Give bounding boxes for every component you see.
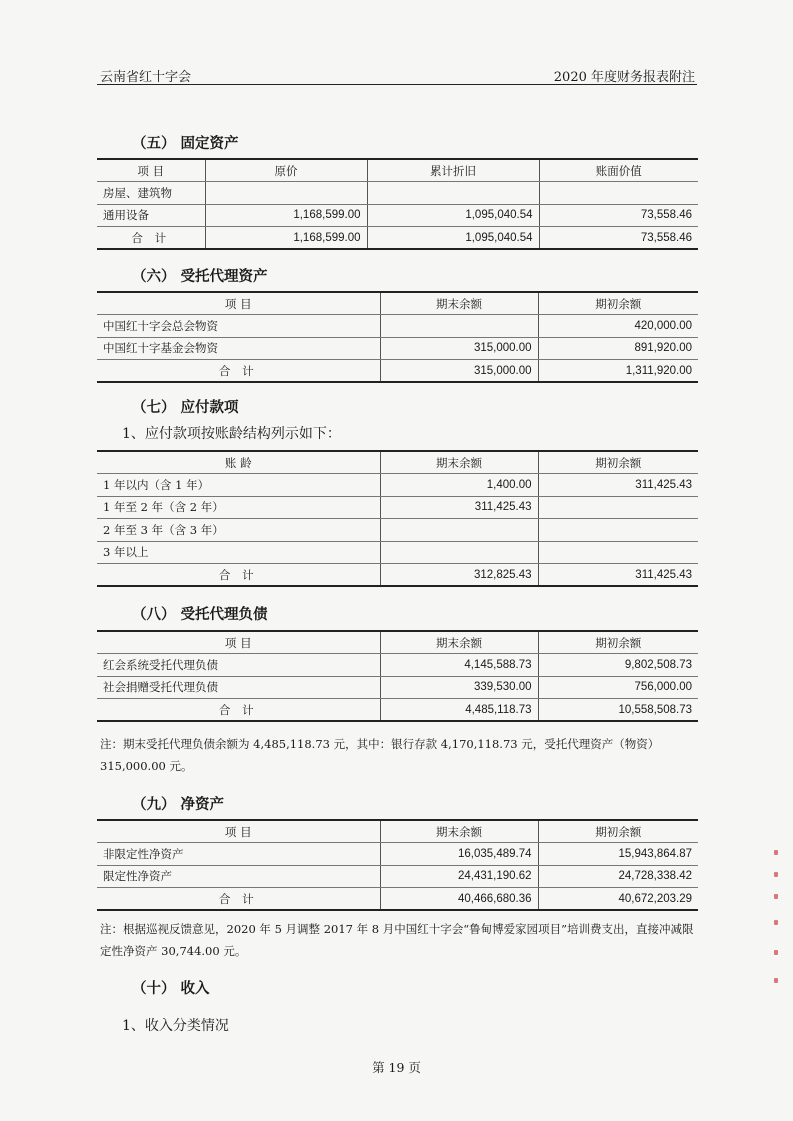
- cell-original-value: 1,168,599.00: [205, 204, 367, 227]
- cell-closing-balance: 24,431,190.62: [380, 865, 538, 888]
- cell-closing-balance: 1,400.00: [380, 474, 538, 497]
- row-label: 2 年至 3 年（含 3 年）: [97, 519, 380, 542]
- table-header-row: [97, 292, 698, 315]
- table-row: [97, 315, 698, 338]
- row-label: 合 计: [97, 888, 380, 911]
- cell-closing-balance: 4,145,588.73: [380, 654, 538, 677]
- cell-opening-balance: 15,943,864.87: [538, 843, 698, 866]
- cell-book-value: 73,558.46: [539, 227, 698, 250]
- seal-edge-marks: [772, 850, 782, 990]
- cell-original-value: 1,168,599.00: [205, 227, 367, 250]
- table-row: [97, 843, 698, 866]
- cell-depreciation: [367, 182, 539, 205]
- section-net-assets-title: （九） 净资产: [132, 796, 225, 813]
- row-label: 1 年以内（含 1 年）: [97, 474, 380, 497]
- row-label: 3 年以上: [97, 541, 380, 564]
- table-total-row: [97, 227, 698, 250]
- row-label: 1 年至 2 年（含 2 年）: [97, 496, 380, 519]
- col-header: 期末余额: [380, 451, 538, 474]
- row-label: 非限定性净资产: [97, 843, 380, 866]
- row-label: 限定性净资产: [97, 865, 380, 888]
- col-header: 项 目: [97, 631, 380, 654]
- col-header: 项 目: [97, 159, 205, 182]
- row-label: 合 计: [97, 360, 380, 383]
- section-entrusted-liabilities-title: （八） 受托代理负债: [132, 606, 268, 623]
- table-total-row: [97, 888, 698, 911]
- table-row: [97, 865, 698, 888]
- cell-opening-balance: 891,920.00: [538, 337, 698, 360]
- cell-opening-balance: 756,000.00: [538, 676, 698, 699]
- net-assets-table: [97, 819, 698, 911]
- cell-original-value: [205, 182, 367, 205]
- col-header: 期初余额: [538, 820, 698, 843]
- table-row: [97, 654, 698, 677]
- fixed-assets-table: [97, 158, 698, 250]
- table-row: [97, 541, 698, 564]
- col-header: 项 目: [97, 820, 380, 843]
- col-header: 账 龄: [97, 451, 380, 474]
- col-header: 累计折旧: [367, 159, 539, 182]
- table-header-row: [97, 451, 698, 474]
- cell-closing-balance: [380, 541, 538, 564]
- col-header: 期末余额: [380, 820, 538, 843]
- col-header: 项 目: [97, 292, 380, 315]
- cell-opening-balance: [538, 541, 698, 564]
- cell-opening-balance: 40,672,203.29: [538, 888, 698, 911]
- row-label: 房屋、建筑物: [97, 182, 205, 205]
- row-label: 中国红十字基金会物资: [97, 337, 380, 360]
- cell-opening-balance: 10,558,508.73: [538, 699, 698, 722]
- row-label: 合 计: [97, 227, 205, 250]
- cell-closing-balance: 315,000.00: [380, 360, 538, 383]
- section-income-title: （十） 收入: [132, 980, 210, 997]
- cell-book-value: [539, 182, 698, 205]
- row-label: 合 计: [97, 699, 380, 722]
- cell-opening-balance: 1,311,920.00: [538, 360, 698, 383]
- row-label: 合 计: [97, 564, 380, 587]
- entrusted-assets-table: [97, 291, 698, 383]
- table-row: [97, 496, 698, 519]
- header-report-title: 2020 年度财务报表附注: [553, 70, 695, 85]
- cell-depreciation: 1,095,040.54: [367, 204, 539, 227]
- header-org-name: 云南省红十字会: [100, 70, 192, 85]
- row-label: 通用设备: [97, 204, 205, 227]
- col-header: 账面价值: [539, 159, 698, 182]
- cell-closing-balance: 311,425.43: [380, 496, 538, 519]
- table-row: [97, 182, 698, 205]
- cell-closing-balance: 4,485,118.73: [380, 699, 538, 722]
- cell-depreciation: 1,095,040.54: [367, 227, 539, 250]
- row-label: 红会系统受托代理负债: [97, 654, 380, 677]
- col-header: 期末余额: [380, 292, 538, 315]
- cell-opening-balance: [538, 519, 698, 542]
- header-rule: [97, 84, 697, 85]
- cell-closing-balance: 40,466,680.36: [380, 888, 538, 911]
- col-header: 期初余额: [538, 631, 698, 654]
- cell-opening-balance: 420,000.00: [538, 315, 698, 338]
- page-number: 第 19 页: [372, 1060, 421, 1075]
- table-header-row: [97, 820, 698, 843]
- cell-book-value: 73,558.46: [539, 204, 698, 227]
- row-label: 社会捐赠受托代理负债: [97, 676, 380, 699]
- row-label: 中国红十字会总会物资: [97, 315, 380, 338]
- cell-opening-balance: 311,425.43: [538, 564, 698, 587]
- section-entrusted-assets-title: （六） 受托代理资产: [132, 268, 268, 285]
- table-total-row: [97, 564, 698, 587]
- col-header: 期末余额: [380, 631, 538, 654]
- entrusted-liabilities-note: 注：期末受托代理负债余额为 4,485,118.73 元，其中：银行存款 4,170,118.73 元，受托代理资产（物资）315,000.00 元。: [100, 737, 660, 773]
- cell-closing-balance: 312,825.43: [380, 564, 538, 587]
- entrusted-liabilities-table: [97, 630, 698, 722]
- cell-opening-balance: [538, 496, 698, 519]
- col-header: 期初余额: [538, 451, 698, 474]
- net-assets-note: 注：根据巡视反馈意见，2020 年 5 月调整 2017 年 8 月中国红十字会“鲁甸博爱家园项目”培训费支出，直接冲减限定性净资产 30,744.00 元。: [100, 922, 694, 958]
- cell-closing-balance: 315,000.00: [380, 337, 538, 360]
- col-header: 期初余额: [538, 292, 698, 315]
- section-payables-title: （七） 应付款项: [132, 399, 239, 416]
- cell-opening-balance: 9,802,508.73: [538, 654, 698, 677]
- cell-opening-balance: 24,728,338.42: [538, 865, 698, 888]
- cell-closing-balance: [380, 315, 538, 338]
- cell-opening-balance: 311,425.43: [538, 474, 698, 497]
- table-total-row: [97, 360, 698, 383]
- cell-closing-balance: 339,530.00: [380, 676, 538, 699]
- table-row: [97, 676, 698, 699]
- cell-closing-balance: 16,035,489.74: [380, 843, 538, 866]
- payables-subtitle: 1、应付款项按账龄结构列示如下：: [122, 426, 341, 442]
- table-row: [97, 519, 698, 542]
- table-total-row: [97, 699, 698, 722]
- table-row: [97, 474, 698, 497]
- col-header: 原价: [205, 159, 367, 182]
- table-row: [97, 337, 698, 360]
- payables-aging-table: [97, 450, 698, 587]
- table-header-row: [97, 631, 698, 654]
- table-header-row: [97, 159, 698, 182]
- cell-closing-balance: [380, 519, 538, 542]
- section-fixed-assets-title: （五） 固定资产: [132, 135, 239, 152]
- table-row: [97, 204, 698, 227]
- income-subtitle: 1、收入分类情况: [122, 1018, 229, 1034]
